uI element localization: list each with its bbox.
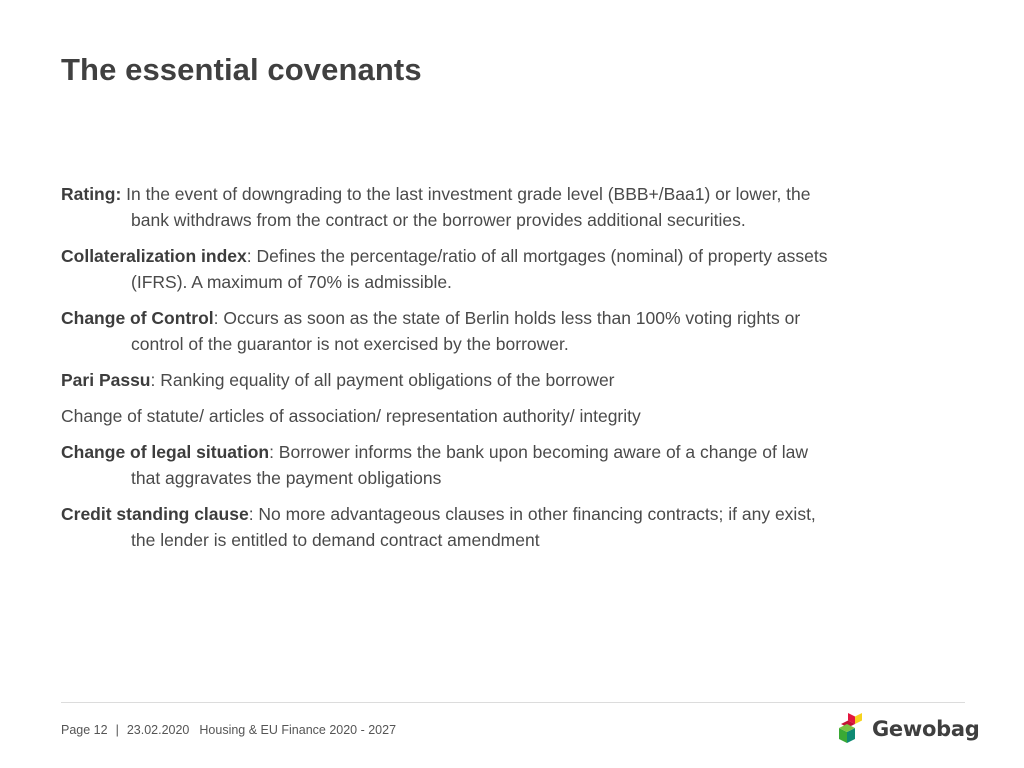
covenant-term: Credit standing clause [61, 504, 249, 524]
covenant-change-of-control [61, 305, 841, 357]
covenant-text: : Borrower informs the bank upon becoming aware of a change of law that aggravates the payment obligations [131, 442, 808, 488]
logo-wordmark: Gewobag [872, 717, 980, 741]
covenant-term: Collateralization index [61, 246, 247, 266]
covenant-text: : Occurs as soon as the state of Berlin holds less than 100% voting rights or control of the guarantor is not exercised by the borrower. [131, 308, 801, 354]
covenant-credit-standing-clause [61, 501, 841, 553]
covenant-term: Change of legal situation [61, 442, 270, 462]
footer-date: 23.02.2020 [126, 723, 190, 737]
gewobag-cube-icon [836, 712, 866, 746]
logo-cube-top-right [855, 713, 862, 724]
covenant-term: Change of Control [61, 308, 214, 328]
covenant-text: : No more advantageous clauses in other financing contracts; if any exist, the lender is entitled to demand contract amendment [131, 504, 816, 550]
covenant-text: : Ranking equality of all payment obligations of the borrower [150, 370, 615, 390]
covenant-change-of-statute [61, 403, 841, 429]
page-number: Page 12 [61, 723, 108, 737]
covenant-text: In the event of downgrading to the last investment grade level (BBB+/Baa1) or lower, the bank withdraws from the contract or the borrower provides additional securities. [121, 184, 811, 230]
footer-divider [61, 702, 965, 703]
covenant-text: Change of statute/ articles of association/ representation authority/ integrity [61, 406, 641, 426]
covenant-term: Rating: [61, 184, 122, 204]
gewobag-logo [836, 712, 979, 746]
covenant-collateralization-index [61, 243, 841, 295]
covenant-list [61, 181, 841, 563]
covenant-pari-passu [61, 367, 841, 393]
footer [61, 723, 396, 737]
footer-event-title: Housing & EU Finance 2020 - 2027 [199, 723, 397, 737]
covenant-text: : Defines the percentage/ratio of all mortgages (nominal) of property assets (IFRS). A maximum of 70% is admissible. [131, 246, 828, 292]
covenant-rating [61, 181, 841, 233]
footer-separator: | [115, 723, 119, 737]
covenant-term: Pari Passu [61, 370, 151, 390]
covenant-change-of-legal-situation [61, 439, 841, 491]
slide-title: The essential covenants [61, 52, 422, 87]
